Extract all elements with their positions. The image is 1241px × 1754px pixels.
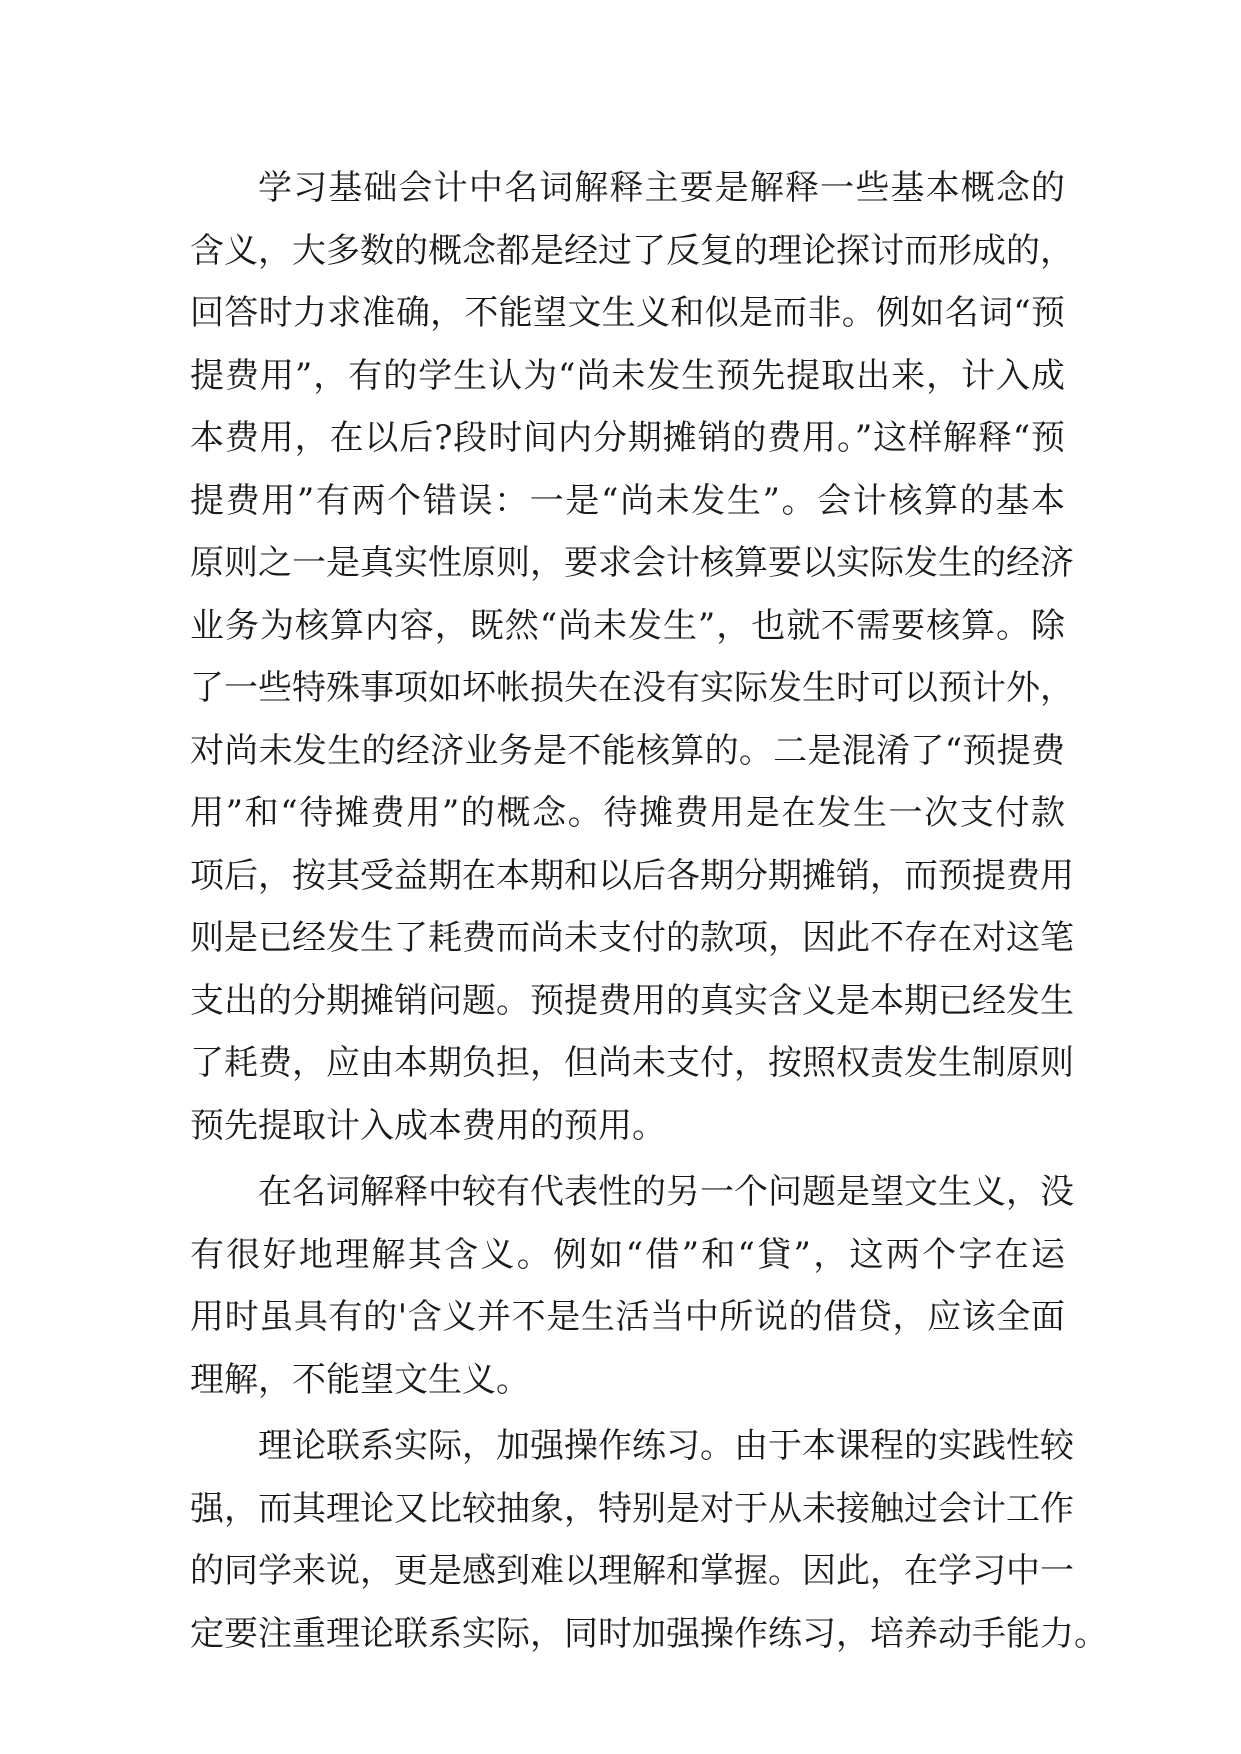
paragraph-2 <box>190 1161 1074 1411</box>
document-body <box>190 157 1108 1669</box>
text-line: 有很好地理解其含义。例如“借”和“貸”，这两个字在运 <box>190 1234 1065 1275</box>
text-line: 强，而其理论又比较抽象，特别是对于从未接触过会计工作 <box>190 1488 1074 1529</box>
text-line: 理解，不能望文生义。 <box>190 1359 530 1400</box>
text-line: 在名词解释中较有代表性的另一个问题是望文生义，没 <box>258 1172 1074 1212</box>
text-line: 了一些特殊事项如坏帐损失在没有实际发生时可以预计外， <box>190 668 1074 708</box>
text-line: 支出的分期摊销问题。预提费用的真实含义是本期已经发生 <box>190 980 1074 1021</box>
text-line: 业务为核算内容，既然“尚未发生”，也就不需要核算。除 <box>190 605 1065 646</box>
text-line: 提费用”有两个错误：一是“尚未发生”。会计核算的基本 <box>190 480 1065 521</box>
text-line: 本费用，在以后?段时间内分期摊销的费用。”这样解释“预 <box>190 418 1065 458</box>
text-line: 对尚未发生的经济业务是不能核算的。二是混淆了“预提费 <box>190 730 1065 771</box>
text-line: 项后，按其受益期在本期和以后各期分期摊销，而预提费用 <box>190 855 1074 896</box>
text-line: 含义，大多数的概念都是经过了反复的理论探讨而形成的， <box>190 230 1074 271</box>
text-line: 用”和“待摊费用”的概念。待摊费用是在发生一次支付款 <box>190 793 1065 833</box>
text-line: 预先提取计入成本费用的预用。 <box>190 1105 666 1146</box>
paragraph-1 <box>190 157 1074 1157</box>
paragraph-3 <box>190 1415 1108 1665</box>
text-line: 原则之一是真实性原则，要求会计核算要以实际发生的经济 <box>190 543 1074 583</box>
text-line: 用时虽具有的'含义并不是生活当中所说的借贷，应该全面 <box>190 1297 1065 1337</box>
text-line: 定要注重理论联系实际，同时加强操作练习，培养动手能力。 <box>190 1613 1108 1654</box>
text-line: 理论联系实际，加强操作练习。由于本课程的实践性较 <box>258 1426 1074 1466</box>
text-line: 回答时力求准确，不能望文生义和似是而非。例如名词“预 <box>190 293 1065 333</box>
text-line: 则是已经发生了耗费而尚未支付的款项，因此不存在对这笔 <box>190 918 1074 958</box>
text-line: 学习基础会计中名词解释主要是解释一些基本概念的 <box>258 168 1065 208</box>
text-line: 提费用”，有的学生认为“尚未发生预先提取出来，计入成 <box>190 355 1065 396</box>
text-line: 的同学来说，更是感到难以理解和掌握。因此，在学习中一 <box>190 1551 1074 1591</box>
text-line: 了耗费，应由本期负担，但尚未支付，按照权责发生制原则 <box>190 1043 1074 1083</box>
